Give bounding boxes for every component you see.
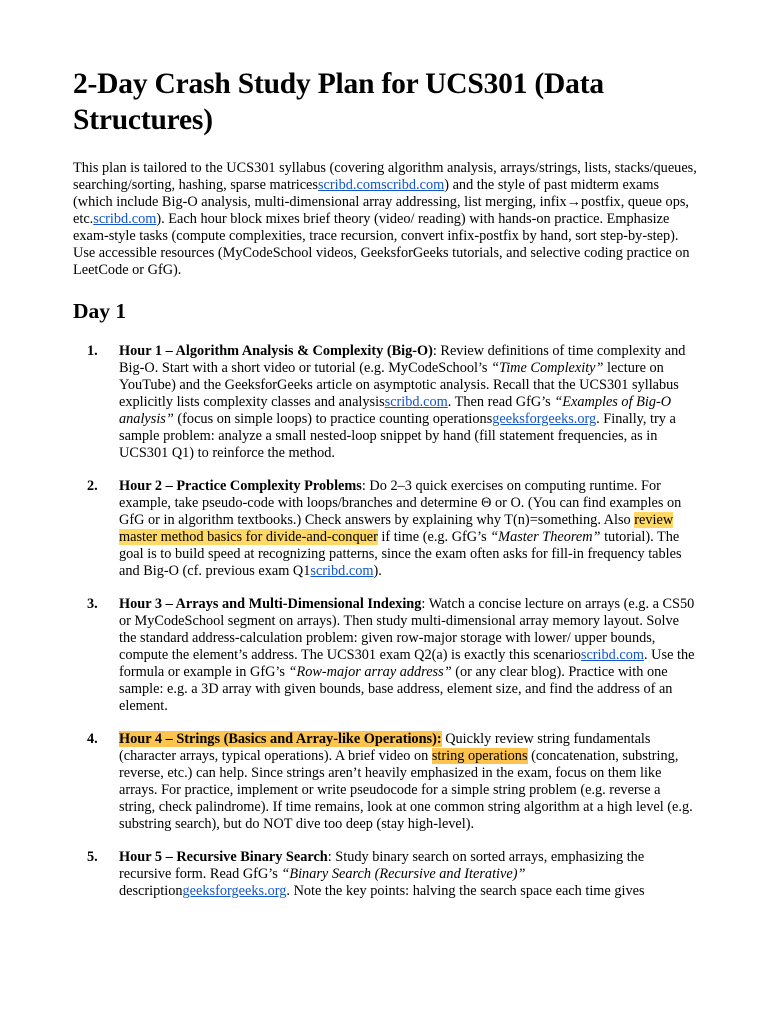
- item-text: (or any clear blog). Practice with one sample: e.g. a 3D array with given bounds, base address, element size, and find the address of an element.: [119, 664, 673, 714]
- hour-title: Hour 3 – Arrays and Multi-Dimensional Indexing: [119, 596, 422, 612]
- hour-1-item: [73, 343, 699, 462]
- item-text: if time (e.g. GfG’s: [377, 529, 491, 545]
- intro-text: ). Each hour block mixes brief theory (video/ reading) with hands-on practice. Emphasize exam-style tasks (compute complexities, trace recursion, convert infix-postfix by hand, sort step-by-step). Use accessible resources (MyCodeSchool videos, GeeksforGeeks tutorials, and selective coding practice on LeetCode or GfG).: [73, 211, 690, 278]
- item-number: 2.: [87, 478, 98, 494]
- item-italic: “Binary Search (Recursive and Iterative)”: [281, 866, 526, 882]
- hour-3-item: [73, 596, 699, 715]
- item-text: lecture on YouTube) and the GeeksforGeeks article on asymptotic analysis. Recall that the UCS301 syllabus explicitly lists complexity classes and analysis: [119, 360, 679, 410]
- highlighted-text: string operations: [431, 748, 528, 764]
- scribd-link[interactable]: scribd.comscribd.com: [317, 177, 445, 193]
- day-1-heading: Day 1: [73, 299, 127, 323]
- hour-5-item: [73, 849, 699, 900]
- item-number: 4.: [87, 731, 98, 747]
- hour-title: Hour 2 – Practice Complexity Problems: [119, 478, 362, 494]
- item-text: description: [119, 883, 183, 899]
- item-text: Quickly review string fundamentals (character arrays, typical operations). A brief video on: [119, 731, 651, 764]
- item-text: . Note the key points: halving the search space each time gives: [286, 883, 645, 899]
- item-number: 1.: [87, 343, 98, 359]
- item-text: (focus on simple loops) to practice counting operations: [173, 411, 493, 427]
- scribd-link[interactable]: scribd.com: [384, 394, 448, 410]
- item-text: ).: [373, 563, 382, 579]
- intro-text: ) and the style of past midterm exams (which include Big-O analysis, multi-dimensional array addressing, list merging, infix→postfix, queue ops, etc.: [73, 177, 689, 227]
- item-text: (concatenation, substring, reverse, etc.) can help. Since strings aren’t heavily emphasized in the exam, focus on them like arrays. For practice, implement or write pseudocode for a simple string problem (e.g. reverse a string, check palindrome). If time remains, look at one common string algorithm at a high level (e.g. substring search), but do NOT dive too deep (stay high-level).: [119, 748, 693, 832]
- item-text: . Finally, try a sample problem: analyze a small nested-loop snippet by hand (fill statement frequencies, as in UCS301 Q1) to reinforce the method.: [119, 411, 676, 461]
- item-number: 3.: [87, 596, 98, 612]
- item-text: : Do 2–3 quick exercises on computing runtime. For example, take pseudo-code with loops/branches and determine Θ or O. (You can find examples on GfG or in algorithm textbooks.) Check answers by explaining why T(n)=something. Also: [119, 478, 682, 528]
- geeksforgeeks-link[interactable]: geeksforgeeks.org: [182, 883, 287, 899]
- item-text: tutorial). The goal is to build speed at recognizing patterns, since the exam often asks for fill-in frequency tables and Big-O (cf. previous exam Q1: [119, 529, 682, 579]
- hour-title: Hour 5 – Recursive Binary Search: [119, 849, 328, 865]
- item-text: : Study binary search on sorted arrays, emphasizing the recursive form. Read GfG’s: [119, 849, 645, 882]
- item-number: 5.: [87, 849, 98, 865]
- scribd-link[interactable]: scribd.com: [93, 211, 157, 227]
- item-text: . Use the formula or example in GfG’s: [119, 647, 695, 680]
- day-1-hour-list: [73, 343, 699, 900]
- hour-title: Hour 4 – Strings (Basics and Array-like Operations):: [119, 731, 442, 747]
- hour-4-item: [73, 731, 699, 833]
- item-italic: “Time Complexity”: [491, 360, 604, 376]
- page-title: 2-Day Crash Study Plan for UCS301 (Data Structures): [73, 68, 604, 136]
- hour-title: Hour 1 – Algorithm Analysis & Complexity (Big-O): [119, 343, 433, 359]
- scribd-link[interactable]: scribd.com: [310, 563, 374, 579]
- hour-2-item: [73, 478, 699, 580]
- item-text: . Then read GfG’s: [447, 394, 555, 410]
- item-italic: “Row-major array address”: [288, 664, 452, 680]
- item-italic: “Master Theorem”: [490, 529, 601, 545]
- item-italic: “Examples of Big-O analysis”: [119, 394, 672, 427]
- scribd-link[interactable]: scribd.com: [580, 647, 645, 663]
- document-page: [73, 66, 699, 916]
- geeksforgeeks-link[interactable]: geeksforgeeks.org: [492, 411, 597, 427]
- item-text: : Watch a concise lecture on arrays (e.g. a CS50 or MyCodeSchool segment on arrays). Then study multi-dimensional array memory layout. Solve the standard address-calculation problem: given row-major storage with lower/ upper bounds, compute the element’s address. The UCS301 exam Q2(a) is exactly this scenario: [119, 596, 695, 663]
- intro-text: This plan is tailored to the UCS301 syllabus (covering algorithm analysis, arrays/strings, lists, stacks/queues, searching/sorting, hashing, sparse matrices: [73, 160, 697, 193]
- highlighted-text: review master method basics for divide-and-conquer: [119, 512, 674, 545]
- intro-paragraph: [73, 160, 699, 279]
- item-text: : Review definitions of time complexity and Big-O. Start with a short video or tutorial (e.g. MyCodeSchool’s: [119, 343, 686, 376]
